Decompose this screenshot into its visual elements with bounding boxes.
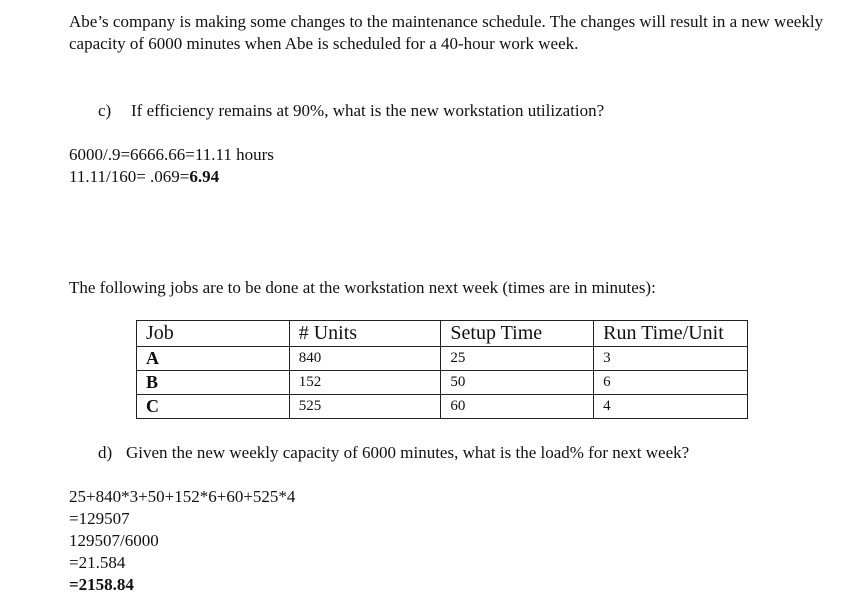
table-row [137,371,748,395]
cell-run: 6 [594,371,748,395]
cell-job: A [137,347,290,371]
header-setup-time: Setup Time [441,321,594,347]
question-d-text: Given the new weekly capacity of 6000 minutes, what is the load% for next week? [126,443,690,462]
question-d-label: d) [98,443,113,462]
calc-d-answer-text: =2158.84 [69,575,134,594]
cell-units: 840 [289,347,441,371]
question-d [98,442,689,464]
calc-c-line-2-prefix: 11.11/160= .069= [69,167,190,186]
table-header-row [137,321,748,347]
intro-paragraph: Abe’s company is making some changes to the maintenance schedule. The changes will result in a new weekly capacity of 6000 minutes when Abe is scheduled for a 40-hour work week. [69,12,824,53]
calc-d-line-3: 129507/6000 [69,531,159,550]
cell-setup: 60 [441,395,594,419]
calc-c-line-1: 6000/.9=6666.66=11.11 hours [69,145,274,164]
cell-setup: 25 [441,347,594,371]
cell-run: 3 [594,347,748,371]
header-units: # Units [289,321,441,347]
question-c-label: c) [98,101,112,120]
calc-c-line-2 [69,166,219,188]
question-c [98,100,604,122]
calc-d-line-4: =21.584 [69,553,126,572]
cell-units: 525 [289,395,441,419]
calc-d-line-2: =129507 [69,509,130,528]
calc-c-answer: 6.94 [189,167,220,186]
table-row [137,395,748,419]
jobs-intro: The following jobs are to be done at the workstation next week (times are in minutes): [69,278,656,297]
cell-setup: 50 [441,371,594,395]
cell-job: B [137,371,290,395]
cell-run: 4 [594,395,748,419]
jobs-table [136,320,748,419]
cell-units: 152 [289,371,441,395]
calc-d-line-1: 25+840*3+50+152*6+60+525*4 [69,487,296,506]
header-run-time: Run Time/Unit [594,321,748,347]
calc-d-answer [69,574,134,596]
table-row [137,347,748,371]
cell-job: C [137,395,290,419]
header-job: Job [137,321,290,347]
question-c-text: If efficiency remains at 90%, what is the new workstation utilization? [131,101,605,120]
